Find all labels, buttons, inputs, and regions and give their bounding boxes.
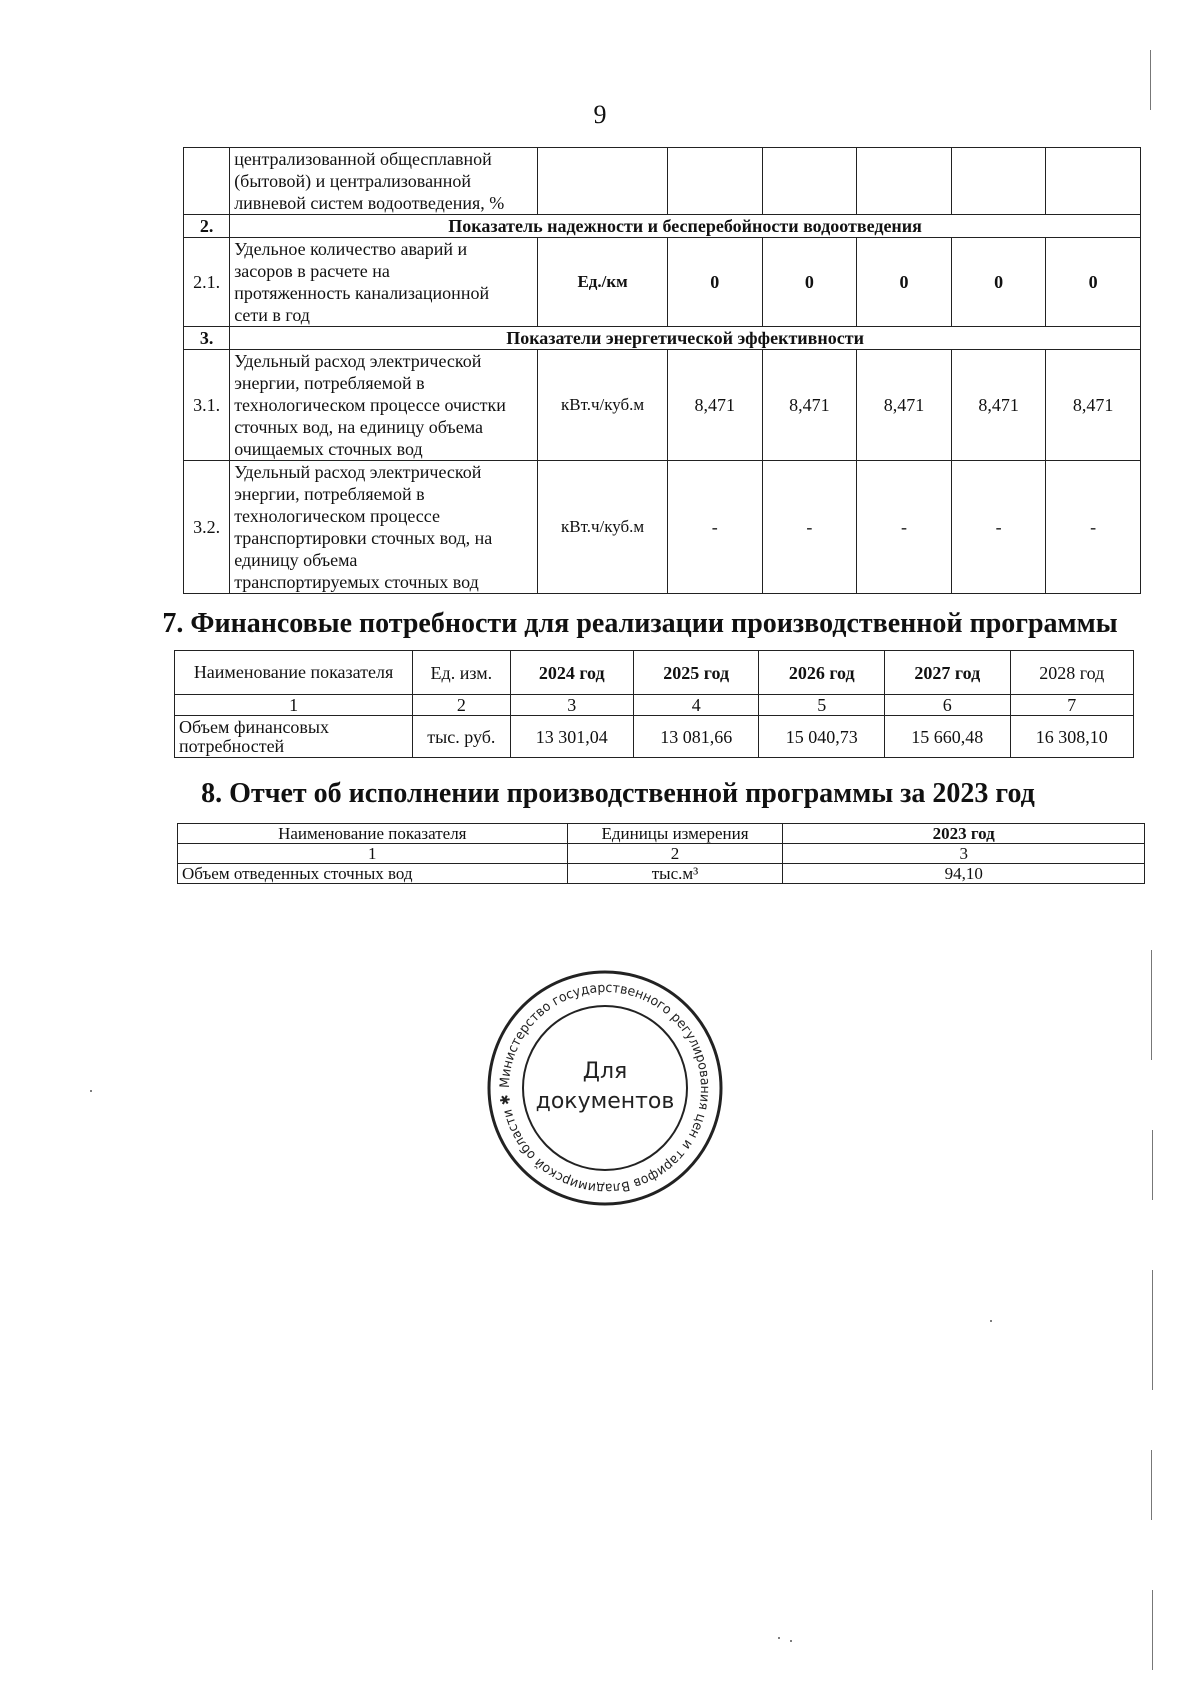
indicator-name-line: ливневой систем водоотведения, % — [234, 193, 505, 213]
table-row — [184, 148, 1141, 215]
indicator-name-line: сточных вод, на единицу объема — [234, 417, 483, 437]
indicator-name-line: единицу объема — [234, 550, 358, 570]
scan-speck — [990, 1320, 992, 1322]
value-cell: 94,10 — [783, 864, 1145, 884]
section-7-heading: 7. Финансовые потребности для реализации производственной программы — [162, 608, 1118, 639]
value-cell: 8,471 — [857, 350, 952, 461]
indicator-name-line: централизованной общесплавной — [234, 149, 492, 169]
col-number: 3 — [510, 695, 633, 716]
value-cell: - — [1046, 461, 1141, 594]
indicator-name-line: Удельный расход электрической — [234, 351, 482, 371]
table-row — [184, 350, 1141, 461]
section-title: Показатели энергетической эффективности — [230, 327, 1141, 350]
header-cell: 2028 год — [1010, 651, 1133, 695]
value-cell: 16 308,10 — [1010, 716, 1133, 758]
value-cell: 13 081,66 — [633, 716, 759, 758]
indicator-name-line: энергии, потребляемой в — [234, 484, 425, 504]
value-cell: 8,471 — [667, 350, 762, 461]
section-row — [184, 215, 1141, 238]
value-cell: 13 301,04 — [510, 716, 633, 758]
row-unit: тыс. руб. — [413, 716, 510, 758]
header-cell: 2027 год — [885, 651, 1011, 695]
row-number: 3.1. — [184, 350, 230, 461]
value-cell: - — [667, 461, 762, 594]
row-number: 3. — [184, 327, 230, 350]
value-cell: 8,471 — [762, 350, 857, 461]
report-table — [177, 823, 1145, 884]
header-cell: 2025 год — [633, 651, 759, 695]
col-number: 7 — [1010, 695, 1133, 716]
indicator-name-line: (бытовой) и централизованной — [234, 171, 471, 191]
section-title: Показатель надежности и бесперебойности водоотведения — [230, 215, 1141, 238]
unit-cell: кВт.ч/куб.м — [538, 461, 668, 594]
header-cell: 2026 год — [759, 651, 885, 695]
header-cell: Единицы измерения — [567, 824, 783, 844]
indicators-table — [183, 147, 1141, 594]
scan-edge-mark — [1152, 1590, 1153, 1670]
row-number — [184, 148, 230, 215]
col-number: 6 — [885, 695, 1011, 716]
header-cell: Ед. изм. — [413, 651, 510, 695]
unit-cell: Ед./км — [538, 238, 668, 327]
indicator-name-line: технологическом процессе очистки — [234, 395, 506, 415]
value-cell: 8,471 — [1046, 350, 1141, 461]
value-cell — [667, 148, 762, 215]
indicator-name — [230, 148, 538, 215]
col-number: 5 — [759, 695, 885, 716]
unit-cell — [538, 148, 668, 215]
stamp-center-line-2: документов — [535, 1089, 675, 1114]
table-row — [178, 864, 1145, 884]
value-cell — [762, 148, 857, 215]
table-row — [175, 716, 1134, 758]
col-number: 1 — [175, 695, 413, 716]
indicator-name — [230, 238, 538, 327]
indicator-name — [230, 461, 538, 594]
indicator-name — [230, 350, 538, 461]
indicator-name-line: Удельный расход электрической — [234, 462, 482, 482]
col-number: 1 — [178, 844, 568, 864]
row-name: Объем финансовых потребностей — [175, 716, 413, 758]
scan-speck — [90, 1090, 92, 1092]
indicator-name-line: технологическом процессе — [234, 506, 440, 526]
row-unit: тыс.м³ — [567, 864, 783, 884]
value-cell: - — [951, 461, 1046, 594]
value-cell — [857, 148, 952, 215]
indicator-name-line: засоров в расчете на — [234, 261, 390, 281]
scan-edge-mark — [1151, 1450, 1152, 1520]
header-cell: Наименование показателя — [175, 651, 413, 695]
indicator-name-line: протяженность канализационной — [234, 283, 490, 303]
column-number-row — [175, 695, 1134, 716]
indicator-name-line: транспортируемых сточных вод — [234, 572, 479, 592]
row-number: 2. — [184, 215, 230, 238]
scan-speck — [790, 1640, 792, 1642]
value-cell: 15 040,73 — [759, 716, 885, 758]
value-cell: - — [762, 461, 857, 594]
value-cell: 0 — [667, 238, 762, 327]
row-number: 3.2. — [184, 461, 230, 594]
value-cell: 8,471 — [951, 350, 1046, 461]
stamp-inner-ring — [523, 1006, 687, 1170]
col-number: 4 — [633, 695, 759, 716]
scan-edge-mark — [1152, 1130, 1153, 1200]
scan-edge-mark — [1150, 50, 1151, 110]
value-cell: 0 — [857, 238, 952, 327]
value-cell: 0 — [762, 238, 857, 327]
indicator-name-line: очищаемых сточных вод — [234, 439, 423, 459]
section-row — [184, 327, 1141, 350]
financial-needs-table — [174, 650, 1134, 758]
value-cell — [1046, 148, 1141, 215]
scan-edge-mark — [1151, 950, 1152, 1060]
unit-cell: кВт.ч/куб.м — [538, 350, 668, 461]
value-cell — [951, 148, 1046, 215]
value-cell: 0 — [1046, 238, 1141, 327]
scan-edge-mark — [1152, 1270, 1153, 1390]
header-cell: 2023 год — [783, 824, 1145, 844]
section-8-heading: 8. Отчет об исполнении производственной программы за 2023 год — [201, 778, 1035, 809]
indicator-name-line: транспортировки сточных вод, на — [234, 528, 493, 548]
stamp-center-line-1: Для — [582, 1059, 628, 1084]
indicator-name-line: сети в год — [234, 305, 310, 325]
header-cell: 2024 год — [510, 651, 633, 695]
col-number: 2 — [567, 844, 783, 864]
table-header-row — [175, 651, 1134, 695]
row-number: 2.1. — [184, 238, 230, 327]
scan-speck — [778, 1637, 780, 1639]
col-number: 3 — [783, 844, 1145, 864]
stamp-ring-text: Министерство государственного регулирования цен и тарифов Владимирской области ✱ — [497, 980, 713, 1196]
value-cell: 15 660,48 — [885, 716, 1011, 758]
indicator-name-line: Удельное количество аварий и — [234, 239, 468, 259]
row-name: Объем отведенных сточных вод — [178, 864, 568, 884]
value-cell: 0 — [951, 238, 1046, 327]
col-number: 2 — [413, 695, 510, 716]
column-number-row — [178, 844, 1145, 864]
indicator-name-line: энергии, потребляемой в — [234, 373, 425, 393]
page-number: 9 — [593, 100, 607, 129]
official-stamp — [485, 968, 725, 1208]
table-row — [184, 461, 1141, 594]
table-row — [184, 238, 1141, 327]
header-cell: Наименование показателя — [178, 824, 568, 844]
table-header-row — [178, 824, 1145, 844]
value-cell: - — [857, 461, 952, 594]
